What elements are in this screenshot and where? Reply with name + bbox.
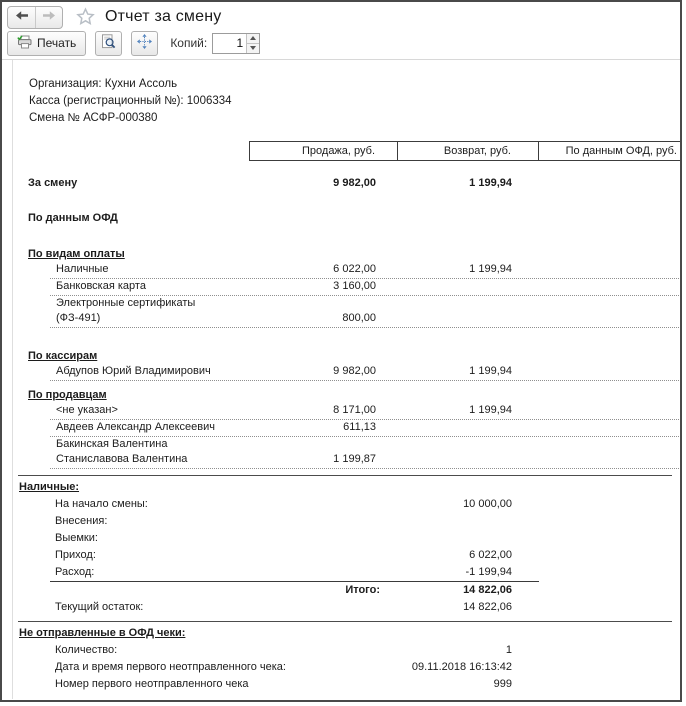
triangle-down-icon: [250, 46, 256, 50]
cash-total-value: 14 822,06: [463, 584, 512, 596]
four-arrows-icon: [137, 34, 152, 52]
column-header-sale: Продажа, руб.: [249, 141, 398, 161]
section-title-payment-types: По видам оплаты: [28, 248, 125, 260]
copies-spin-up-button[interactable]: [247, 34, 259, 43]
ofd-data-header: По данным ОФД: [28, 212, 118, 224]
column-header-refund: Возврат, руб.: [398, 141, 539, 161]
shift-total-ofd: [539, 176, 680, 191]
list-item: Номер первого неотправленного чека 999: [55, 678, 512, 690]
favorite-star-icon[interactable]: [75, 7, 96, 27]
copies-label: Копий:: [170, 36, 208, 50]
table-row: Авдеев Александр Алексеевич 611,13: [50, 420, 680, 437]
back-button[interactable]: [8, 7, 35, 28]
section-divider: [18, 621, 672, 622]
payment-types-rows: [50, 262, 680, 328]
shift-total-refund: 1 199,94: [469, 177, 512, 189]
print-button[interactable]: [7, 31, 86, 56]
preview-button[interactable]: [95, 31, 122, 56]
shift-total-sale: 9 982,00: [333, 177, 376, 189]
printer-icon: [17, 35, 32, 52]
section-title-sellers: По продавцам: [28, 389, 107, 401]
forward-arrow-icon: [42, 9, 56, 25]
copies-spin-down-button[interactable]: [247, 43, 259, 53]
unsent-section-rows: [50, 642, 539, 693]
table-row: Бакинская Валентина Станиславова Валентина 1 199,87: [50, 437, 680, 469]
table-row: Электронные сертификаты (ФЗ-491) 800,00: [50, 296, 680, 328]
section-title-cashiers: По кассирам: [28, 350, 98, 362]
list-item: Расход: -1 199,94: [55, 566, 512, 578]
cash-total-row: [50, 581, 539, 599]
shift-total-label: За смену: [28, 177, 78, 189]
report-header-info: [29, 76, 680, 127]
preview-icon: [101, 34, 116, 52]
cash-section-title: Наличные:: [19, 481, 80, 493]
navbar: [2, 2, 680, 30]
list-item: Внесения:: [55, 515, 108, 527]
history-nav-group: [7, 6, 63, 29]
unsent-section-title: Не отправленные в ОФД чеки:: [19, 627, 186, 639]
table-row: Абдупов Юрий Владимирович 9 982,00 1 199,94: [50, 364, 680, 381]
page-left-edge: [12, 60, 13, 699]
shift-total-row: [2, 176, 680, 191]
copies-input[interactable]: [213, 34, 246, 53]
list-item: На начало смены: 10 000,00: [55, 498, 512, 510]
page-title: Отчет за смену: [105, 8, 222, 25]
print-button-label: Печать: [37, 36, 77, 50]
copies-spinbox: [212, 33, 260, 54]
toolbar: [2, 30, 680, 60]
copies-spin-buttons: [246, 34, 259, 53]
table-header-row: [249, 141, 680, 161]
cash-section-rows: [50, 496, 539, 616]
table-row: Наличные 6 022,00 1 199,94: [50, 262, 680, 279]
section-divider: [18, 475, 672, 476]
cashiers-rows: [50, 364, 680, 381]
list-item: Приход: 6 022,00: [55, 549, 512, 561]
forward-button[interactable]: [35, 7, 62, 28]
column-header-ofd: По данным ОФД, руб.: [539, 141, 680, 161]
organization-line: Организация: Кухни Ассоль: [29, 78, 178, 90]
back-arrow-icon: [15, 9, 29, 25]
list-item: Выемки:: [55, 532, 98, 544]
list-item: Количество: 1: [55, 644, 512, 656]
list-item: Дата и время первого неотправленного чека: 09.11.2018 16:13:42: [55, 661, 512, 673]
sellers-rows: [50, 403, 680, 469]
page-setup-button[interactable]: [131, 31, 158, 56]
report-document: [2, 60, 680, 699]
cash-total-label: Итого:: [345, 584, 380, 596]
shift-number-line: Смена № АСФР-000380: [29, 112, 158, 124]
table-row: Банковская карта 3 160,00: [50, 279, 680, 296]
table-row: <не указан> 8 171,00 1 199,94: [50, 403, 680, 420]
cash-register-line: Касса (регистрационный №): 1006334: [29, 95, 232, 107]
triangle-up-icon: [250, 36, 256, 40]
current-balance-row: Текущий остаток: 14 822,06: [55, 601, 512, 613]
